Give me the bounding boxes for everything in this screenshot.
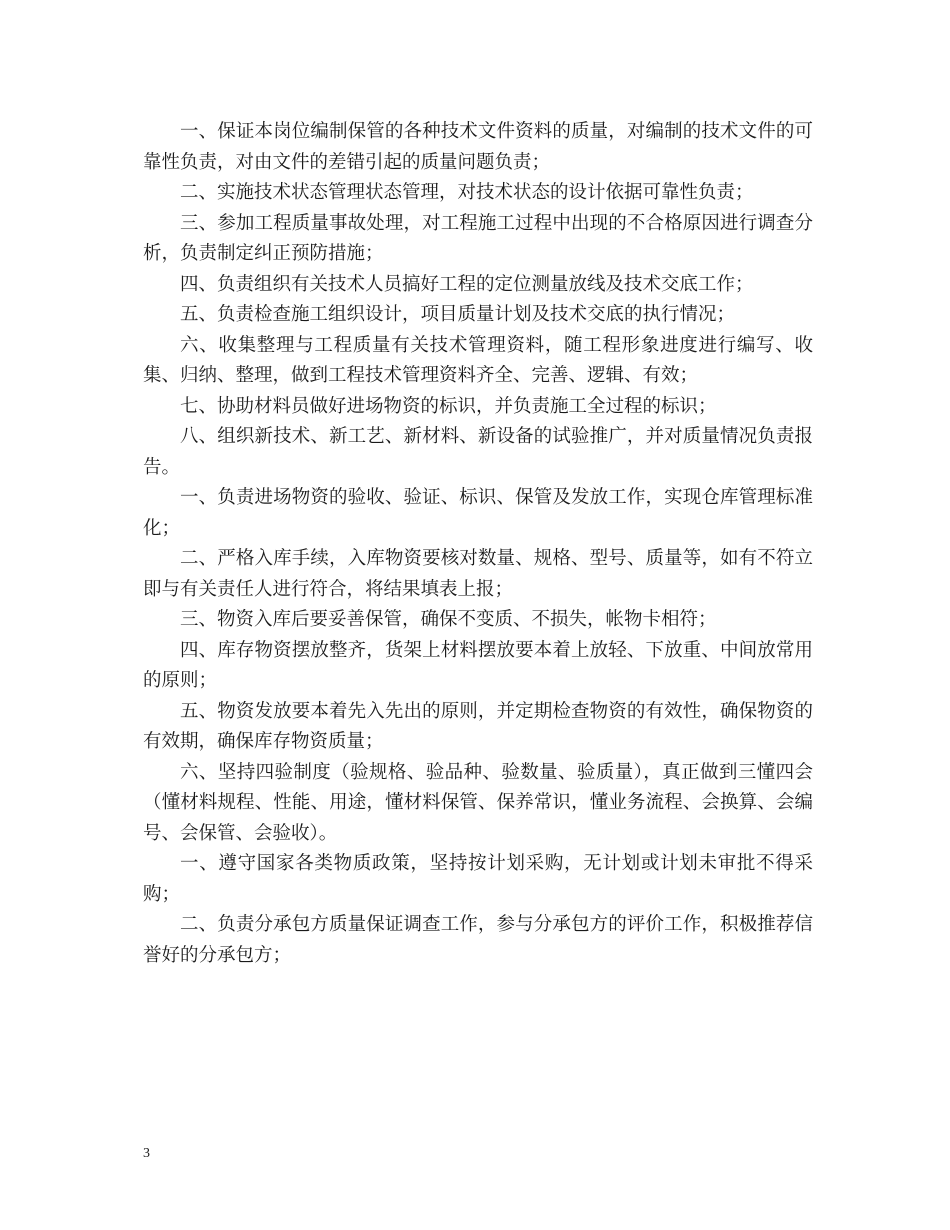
paragraph: 五、负责检查施工组织设计，项目质量计划及技术交底的执行情况；	[180, 304, 736, 325]
paragraph: 一、遵守国家各类物质政策，坚持按计划采购，无计划或计划未审批不得采购；	[143, 853, 813, 905]
page-number: 3	[143, 1146, 150, 1161]
paragraph: 七、协助材料员做好进场物资的标识，并负责施工全过程的标识；	[180, 395, 717, 417]
paragraph: 八、组织新技术、新工艺、新材料、新设备的试验推广，并对质量情况负责报告。	[143, 426, 813, 478]
paragraph: 四、库存物资摆放整齐，货架上材料摆放要本着上放轻、下放重、中间放常用的原则；	[143, 639, 813, 691]
paragraph: 三、物资入库后要妥善保管，确保不变质、不损失，帐物卡相符；	[180, 609, 717, 630]
paragraph: 一、保证本岗位编制保管的各种技术文件资料的质量，对编制的技术文件的可靠性负责，对由文件的差错引起的质量问题负责；	[143, 121, 813, 173]
paragraph: 二、负责分承包方质量保证调查工作，参与分承包方的评价工作，积极推荐信誉好的分承包方；	[143, 914, 813, 966]
paragraph: 四、负责组织有关技术人员搞好工程的定位测量放线及技术交底工作；	[180, 273, 754, 295]
paragraph: 五、物资发放要本着先入先出的原则，并定期检查物资的有效性，确保物资的有效期，确保库存物资质量；	[143, 700, 813, 752]
paragraph: 二、实施技术状态管理状态管理，对技术状态的设计依据可靠性负责；	[180, 182, 754, 203]
paragraph: 二、严格入库手续，入库物资要核对数量、规格、型号、质量等，如有不符立即与有关责任人进行符合，将结果填表上报；	[143, 548, 813, 600]
document-body	[143, 117, 813, 971]
paragraph: 六、收集整理与工程质量有关技术管理资料，随工程形象进度进行编写、收集、归纳、整理，做到工程技术管理资料齐全、完善、逻辑、有效；	[143, 334, 813, 386]
paragraph: 六、坚持四验制度（验规格、验品种、验数量、验质量），真正做到三懂四会（懂材料规程、性能、用途，懂材料保管、保养常识，懂业务流程、会换算、会编号、会保管、会验收）。	[143, 761, 813, 844]
paragraph: 三、参加工程质量事故处理，对工程施工过程中出现的不合格原因进行调查分析，负责制定纠正预防措施；	[143, 212, 813, 264]
paragraph: 一、负责进场物资的验收、验证、标识、保管及发放工作，实现仓库管理标准化；	[143, 487, 813, 539]
